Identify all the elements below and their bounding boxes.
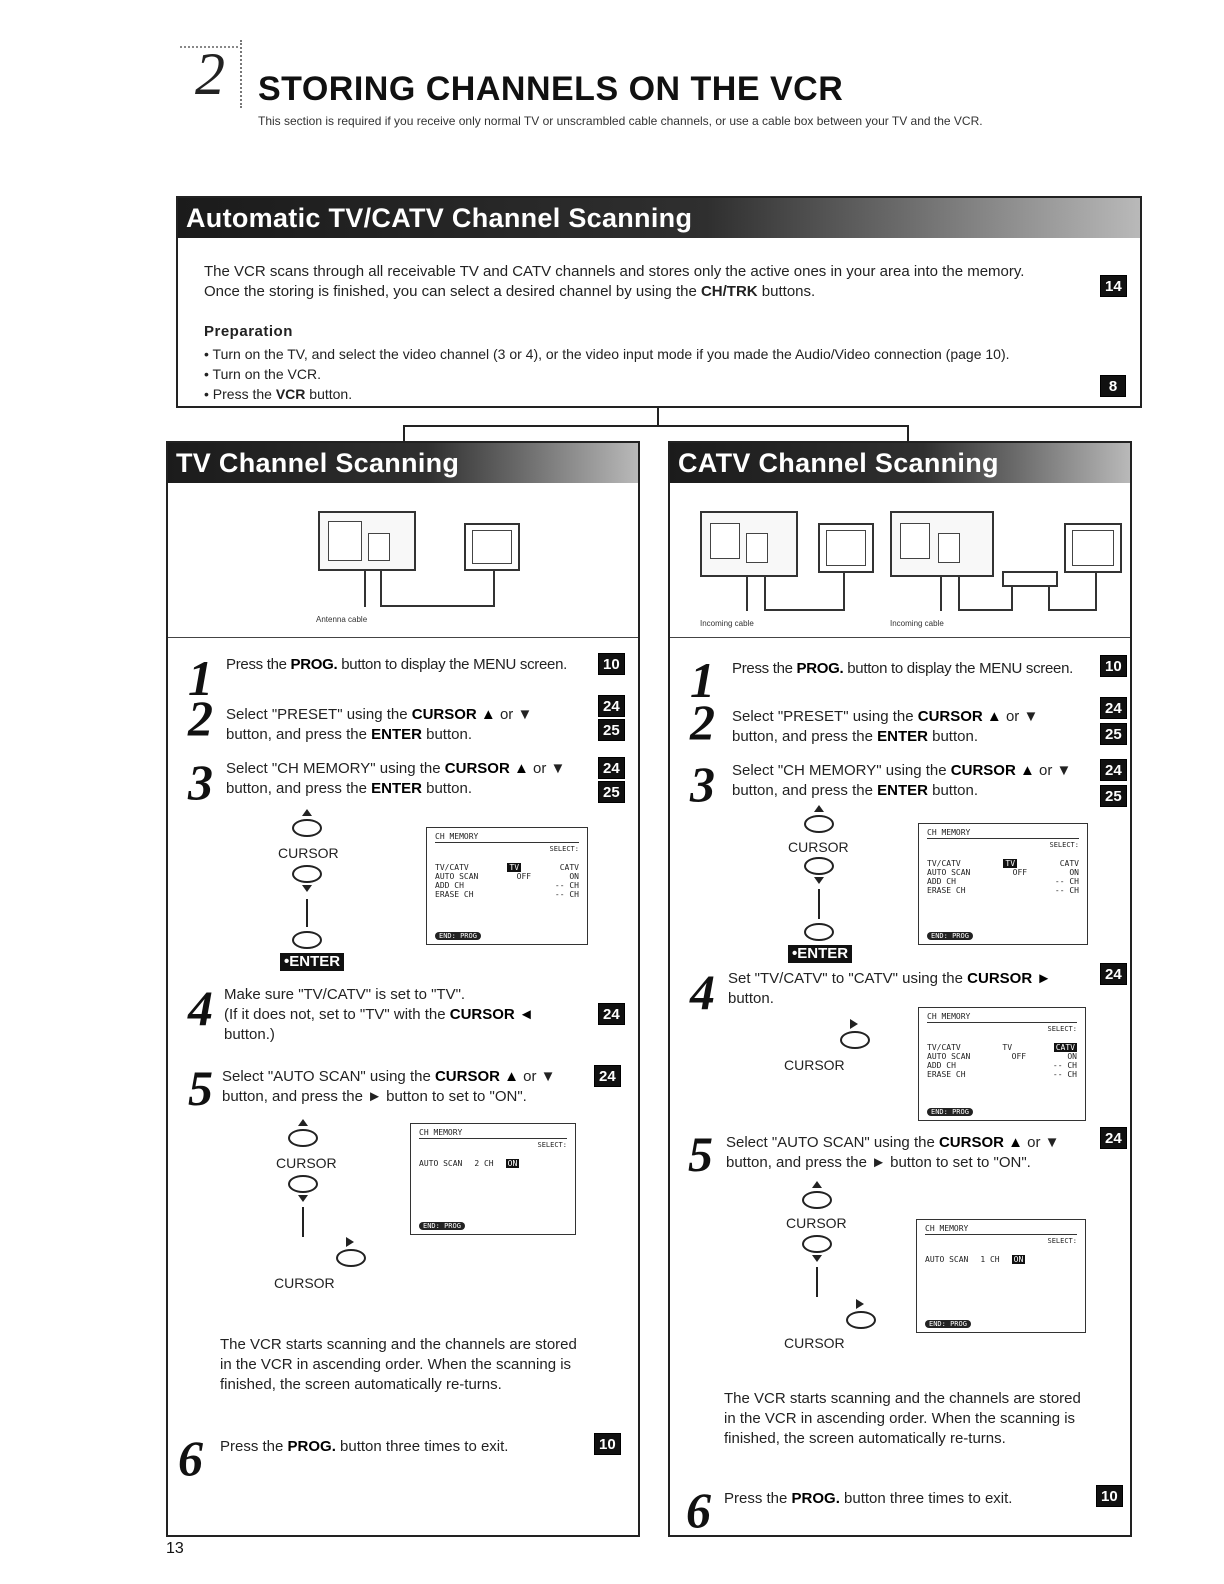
auto-scan-screen: CH MEMORY SELECT: AUTO SCAN 1 CH ON END: PROG (916, 1219, 1086, 1333)
ref-badge: 10 (594, 1433, 621, 1455)
step-number-4: 4 (690, 964, 715, 1020)
cursor-up-button-illustration (802, 1191, 832, 1209)
catv-step3-text: Select "CH MEMORY" using the CURSOR ▲ or ▼ button, and press the ENTER button. (732, 762, 1072, 799)
auto-scan-box (176, 196, 1142, 408)
cursor-up-icon (812, 1181, 822, 1188)
ref-badge: 8 (1100, 375, 1126, 397)
ref-badge: 24 (1100, 1127, 1127, 1149)
cursor-up-icon (814, 805, 824, 812)
cursor-right-icon (346, 1237, 354, 1247)
tv-illustration (818, 523, 874, 573)
arrow-down-icon (302, 1207, 304, 1237)
cursor-right-button-illustration (846, 1311, 876, 1329)
cursor-label: CURSOR (784, 1057, 845, 1073)
ch-memory-screen: CH MEMORY SELECT: TV/CATV TV CATV AUTO SCAN OFF ON ADD CH -- CH ERASE CH -- CH END: PROG (918, 823, 1088, 945)
tv-step3-text: Select "CH MEMORY" using the CURSOR ▲ or ▼ button, and press the ENTER button. (226, 760, 566, 797)
cursor-right-button-illustration (840, 1031, 870, 1049)
cursor-down-icon (814, 877, 824, 884)
ref-badge: 10 (598, 653, 625, 675)
ref-badge: 24 (598, 695, 625, 717)
vcr-illustration (890, 511, 994, 577)
catv-step1-text: Press the PROG. button to display the MENU screen. (732, 660, 1073, 677)
ch-memory-screen: CH MEMORY SELECT: TV/CATV TV CATV AUTO SCAN OFF ON ADD CH -- CH ERASE CH -- CH END: PROG (918, 1007, 1086, 1121)
tv-step5-text: Select "AUTO SCAN" using the CURSOR ▲ or ▼ button, and press the ► button to set to "ON". (222, 1068, 556, 1105)
tv-step4-text: Make sure "TV/CATV" is set to "TV". (If it does not, set to "TV" with the CURSOR ◄ button.) (224, 986, 534, 1043)
ref-badge: 25 (598, 719, 625, 741)
cursor-right-icon (856, 1299, 864, 1309)
prep-title: Preparation (204, 323, 293, 340)
cursor-up-button-illustration (292, 819, 322, 837)
arrow-down-icon (306, 899, 308, 927)
page-number: 13 (166, 1540, 184, 1557)
prep-item-3: • Press the VCR button. (204, 386, 353, 402)
connector-vertical (657, 408, 659, 426)
catv-scan-box (668, 441, 1132, 1537)
cursor-down-button-illustration (804, 857, 834, 875)
cursor-down-icon (812, 1255, 822, 1262)
page-subtitle: This section is required if you receive only normal TV or unscrambled cable channels, or use a cable box between your TV and the VCR. (258, 114, 983, 128)
cursor-up-button-illustration (804, 815, 834, 833)
vcr-illustration (318, 511, 416, 571)
step-number-1: 1 (188, 650, 213, 706)
step-number-5: 5 (188, 1060, 213, 1116)
ch-memory-screen: CH MEMORY SELECT: TV/CATV TV CATV AUTO SCAN OFF ON ADD CH -- CH ERASE CH -- CH END: PROG (426, 827, 588, 945)
section-number: 2 (180, 40, 242, 108)
auto-scan-screen: CH MEMORY SELECT: AUTO SCAN 2 CH ON END: PROG (410, 1123, 576, 1235)
prep-item-2: • Turn on the VCR. (204, 366, 321, 382)
cursor-down-button-illustration (288, 1175, 318, 1193)
catv-scan-title: CATV Channel Scanning (670, 443, 1130, 483)
tv-scan-title: TV Channel Scanning (168, 443, 638, 483)
catv-scan-note: The VCR starts scanning and the channels are stored in the VCR in ascending order. When the scanning is finished, the screen automatically re-turns. (724, 1390, 1081, 1447)
step-number-4: 4 (188, 980, 213, 1036)
incoming-cable-label: Incoming cable (890, 619, 944, 628)
cursor-label: CURSOR (784, 1335, 845, 1351)
ref-badge: 24 (594, 1065, 621, 1087)
cursor-up-button-illustration (288, 1129, 318, 1147)
cursor-down-icon (302, 885, 312, 892)
tv-step2-text: Select "PRESET" using the CURSOR ▲ or ▼ button, and press the ENTER button. (226, 706, 533, 743)
ref-badge: 24 (1100, 697, 1127, 719)
cursor-down-icon (298, 1195, 308, 1202)
ref-badge: 24 (1100, 759, 1127, 781)
auto-intro-line1: The VCR scans through all receivable TV and CATV channels and stores only the active ones in your area into the memory. (204, 263, 1025, 280)
ref-badge: 10 (1100, 655, 1127, 677)
cursor-up-icon (298, 1119, 308, 1126)
catv-step4-text: Set "TV/CATV" to "CATV" using the CURSOR ► button. (728, 970, 1052, 1007)
step-number-6: 6 (178, 1430, 203, 1486)
step-number-1: 1 (690, 652, 715, 708)
connector-horizontal (403, 425, 909, 427)
ref-badge: 25 (1100, 785, 1127, 807)
cursor-label: CURSOR (786, 1215, 847, 1231)
ref-badge: 10 (1096, 1485, 1123, 1507)
step-number-2: 2 (690, 694, 715, 750)
enter-button-illustration (804, 923, 834, 941)
auto-scan-title: Automatic TV/CATV Channel Scanning (178, 198, 1140, 238)
vcr-illustration (700, 511, 798, 577)
ref-badge: 25 (1100, 723, 1127, 745)
arrow-down-icon (816, 1267, 818, 1297)
step-number-6: 6 (686, 1482, 711, 1538)
cursor-down-button-illustration (292, 865, 322, 883)
cursor-down-button-illustration (802, 1235, 832, 1253)
catv-step5-text: Select "AUTO SCAN" using the CURSOR ▲ or ▼ button, and press the ► button to set to "ON". (726, 1134, 1060, 1171)
cable-box-illustration (1002, 571, 1058, 587)
auto-intro-line2: Once the storing is finished, you can select a desired channel by using the CH/TRK buttons. (204, 283, 816, 300)
antenna-cable-label: Antenna cable (316, 615, 368, 624)
catv-step2-text: Select "PRESET" using the CURSOR ▲ or ▼ button, and press the ENTER button. (732, 708, 1039, 745)
page-title: STORING CHANNELS ON THE VCR (258, 70, 844, 108)
ref-badge: 25 (598, 781, 625, 803)
tv-illustration (464, 523, 520, 571)
cursor-up-icon (302, 809, 312, 816)
step-number-5: 5 (688, 1126, 713, 1182)
prep-item-1: • Turn on the TV, and select the video channel (3 or 4), or the video input mode if you made the Audio/Video connection (page 10). (204, 346, 1010, 362)
enter-label: •ENTER (788, 945, 852, 963)
enter-label: •ENTER (280, 953, 344, 971)
cursor-label: CURSOR (276, 1155, 337, 1171)
tv-scan-note: The VCR starts scanning and the channels are stored in the VCR in ascending order. When the scanning is finished, the screen automatically re-turns. (220, 1336, 577, 1393)
step-number-3: 3 (690, 756, 715, 812)
step-number-3: 3 (188, 754, 213, 810)
cursor-right-icon (850, 1019, 858, 1029)
ref-badge: 24 (598, 1003, 625, 1025)
tv-step1-text: Press the PROG. button to display the MENU screen. (226, 656, 567, 673)
step-number-2: 2 (188, 690, 213, 746)
ref-badge: 24 (598, 757, 625, 779)
cursor-label: CURSOR (788, 839, 849, 855)
ref-badge: 24 (1100, 963, 1127, 985)
cursor-label: CURSOR (278, 845, 339, 861)
cursor-right-button-illustration (336, 1249, 366, 1267)
tv-step6-text: Press the PROG. button three times to exit. (220, 1438, 509, 1455)
cursor-label: CURSOR (274, 1275, 335, 1291)
enter-button-illustration (292, 931, 322, 949)
arrow-down-icon (818, 889, 820, 919)
ref-badge: 14 (1100, 275, 1127, 297)
incoming-cable-label: Incoming cable (700, 619, 754, 628)
tv-scan-box (166, 441, 640, 1537)
tv-illustration (1064, 523, 1122, 573)
catv-step6-text: Press the PROG. button three times to exit. (724, 1490, 1013, 1507)
